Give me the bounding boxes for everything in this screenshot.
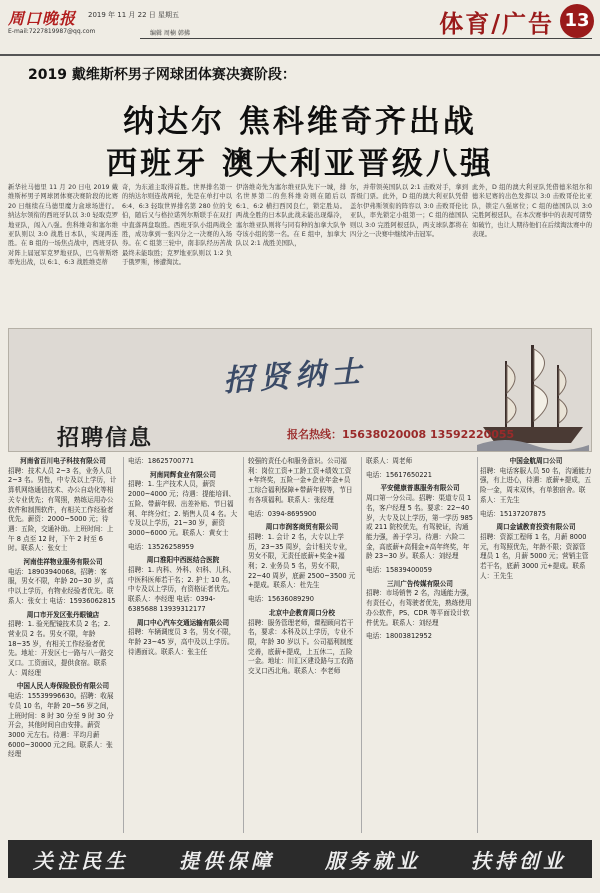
listing-body: 电话：18625700771 [128, 457, 194, 465]
headline-kicker: 2019 戴维斯杯男子网球团体赛决赛阶段： [28, 67, 296, 83]
listing-body: 电话：13526258959 [128, 542, 194, 551]
listing-item [480, 523, 592, 581]
listing-column-2 [128, 457, 238, 833]
listing-body: 招聘：1. 内科、外科、妇科、儿科、中医科医师若干名；2. 护士 10 名，中专及以上学历，有资格证者优先。联系人：李经理 电话：0394-6385688 13939312177 [128, 566, 236, 613]
listing-company: 中国人民人寿保险股份有限公司 [16, 682, 110, 691]
issue-date: 2019 年 11 月 22 日 星期五 [88, 11, 179, 19]
listing-body: 招聘：市场销售 2 名，沟通能力强，有责任心，有驾驶者优先，熟练使用办公软件，PS、CDR 等平面设计软件优先。联系人：刘经理 [366, 589, 474, 627]
listing-body: 联系人：周老师 [366, 457, 413, 465]
listing-item [480, 457, 592, 506]
listing-body: 较强的责任心和服务意识。公司福利：岗位工资+工龄工资+绩效工资+年终奖，五险一金+企业年金+员工综合福利保障+带薪年假等，节日有各项福利。联系人：张经理 [248, 457, 353, 504]
recruitment-banner [8, 328, 592, 452]
slogan-phrase: 扶持创业 [471, 848, 567, 873]
listing-company: 周口市开发区张丹眼镜店 [26, 610, 100, 619]
article-column-3: 伊洛维奇先为塞尔维亚队先下一城，排名世界第二的焦科维奇则在随后以 6:1、6:2 横扫西冈良仁，锁定胜局。两战全胜的日本队此战未能出现爆冷，塞尔维亚队则将与同有种的加拿大队争夺该小组的第一名。在 E 组中，加拿大队以 2:1 战胜美国队， [236, 184, 346, 248]
listing-company: 平安健康普惠服务有限公司 [380, 484, 460, 493]
listing-body: 电话：15137207875 [480, 509, 546, 518]
listing-item [366, 566, 474, 576]
listing-company: 三川广告传媒有限公司 [387, 579, 453, 588]
article-column-5: 此外，D 组的澳大利亚队凭借德米纽尔和德米尼赛的出色发挥以 3:0 击败哥伦比亚队，锁定八强席位；C 组的德国队以 3:0 完胜阿根廷队，在本次赛事中的表现可谓势如破竹，也让人期待他们在后续淘汰赛中的表现。 [472, 184, 592, 239]
column-divider [123, 457, 124, 833]
listing-item [8, 611, 118, 679]
listing-item [8, 682, 118, 760]
listing-item [248, 510, 356, 520]
listing-item [248, 523, 356, 591]
listing-company: 中国金航周口公司 [509, 457, 563, 465]
article-column-1: 新华社马德里 11 月 20 日电 2019 戴维斯杯男子网球团体赛决赛阶段的比赛 20 日继续在马德里魔力盒球场进行。纳达尔领衔的西班牙队以 3:0 轻取克罗地亚队，闯入八强。焦科维奇和塞尔维亚队则以 3:0 战胜日本队，实现两连胜。在 B 组的一场焦点战中，西班牙队对阵上届冠军克罗地亚队，巴乌蒂斯塔率先出战，以 6:1、6:3 战胜维克蒂 [8, 184, 118, 267]
listing-body: 电话：15617650221 [366, 470, 432, 479]
listing-body: 招聘：1. 会计 2 名，大专以上学历，23~35 周岁，会计相关专业，男女不限，无责任底薪+奖金+福利；2. 业务员 5 名，男女不限，22~40 周岁，底薪 2500~3500 元+提成。联系人：杜先生 [248, 532, 356, 590]
listing-item [248, 457, 356, 506]
listing-item [8, 457, 118, 554]
listing-body: 电话：15636089290 [248, 595, 314, 604]
listing-company: 周口金诚教育投资有限公司 [496, 523, 576, 532]
listing-company: 河南佳祥物业服务有限公司 [23, 558, 103, 567]
listing-body: 招聘：车辆调度员 3 名，男女不限，年龄 23~45 岁，高中及以上学历。待遇面议。联系人：张主任 [128, 628, 236, 656]
banner-calligraphy: 招贤纳士 [222, 354, 369, 399]
listing-item [366, 484, 474, 562]
article-column-4: 尔，并带领英国队以 2:1 击败对手，拿到晋级门票。此外，D 组的澳大利亚队凭借盖尔伊弗斯领衔的阵容以 3:0 击败哥伦比亚队，率先锁定小组第一；C 组的德国队则以 3:0 完胜阿根廷队，两支球队都将在四分之一决赛中继续冲击冠军。 [350, 184, 468, 239]
listing-item [366, 457, 474, 467]
listing-column-5 [480, 457, 592, 833]
slogan-bar [8, 840, 592, 878]
listing-item [248, 609, 356, 677]
hotline-label: 报名热线： [287, 428, 342, 441]
listing-column-1 [8, 457, 118, 833]
listing-company: 北京中企教育周口分校 [269, 608, 335, 617]
masthead-rule [140, 38, 592, 39]
headline-line-1: 纳达尔 焦科维奇齐出战 [123, 104, 477, 140]
contact-email: E-mail:7227819987@qq.com [8, 28, 96, 35]
listing-body: 电话：15539996630。招聘：收展专员 10 名，年龄 20~56 岁之间，上班时间：8 时 30 分至 9 时 30 分开会，其他时间自由安排。薪资 3000 元左右。待遇：平均月薪 6000~30000 元之间。联系人：张经理 [8, 692, 114, 759]
listing-body: 周口第一分公司。招聘：渠道专员 1 名，客户经理 5 名。要求：22~40 岁，大专及以上学历，第一学历 985 或 211 院校优先，有驾驶证，沟通能力强，善于学习。待遇：六险二金，高底薪+高佣金+高年终奖，年龄 23~30 岁。联系人：刘经理 [366, 494, 473, 561]
listing-column-3 [248, 457, 356, 833]
listing-item [128, 619, 238, 658]
listing-item [366, 632, 474, 642]
listing-company: 周口市润客商贸有限公司 [265, 523, 339, 532]
listing-company: 河南省百川电子科技有限公司 [20, 457, 106, 465]
listing-item [128, 457, 238, 467]
column-divider [477, 457, 478, 833]
listing-item [366, 580, 474, 629]
headline-line-2: 西班牙 澳大利亚晋级八强 [106, 146, 494, 182]
page-number-badge: 13 [560, 4, 594, 38]
listing-body: 招聘：电话客服人员 50 名，沟通能力强，有上进心，待遇：底薪+提成，五险一金，周末双休，有单独宿舍。联系人：王先生 [480, 466, 592, 504]
column-divider [243, 457, 244, 833]
listing-body: 招聘：1. 生产技术人员，薪资 2000~4000 元；待遇：提能培训、五险、带薪年假、出差补贴、节日福利、年终分红；2. 销售人员 4 名。大专及以上学历，21~30 岁，薪资 3000~6000 元。联系人：黄女士 [128, 480, 238, 537]
newspaper-logo: 周口晚报 [8, 9, 77, 28]
banner-hotline [287, 426, 514, 442]
banner-title: 招聘信息 [57, 426, 154, 451]
listing-item [128, 471, 238, 539]
listing-item [128, 556, 238, 614]
editor-credits: 编辑 周楠 韩拂 [150, 30, 190, 37]
listing-company: 周口中心汽车交通运输有限公司 [136, 618, 230, 627]
listing-item [128, 543, 238, 553]
listing-body: 电话：0394-8695900 [248, 509, 317, 518]
slogan-phrase: 提供保障 [179, 848, 275, 873]
listing-body: 招聘：技术人员 2~3 名，业务人员 2~3 名。男性，中专及以上学历，计算机网络通信技术、办公自动化等相关专业优先；有驾照，熟练运用办公软件和制图软件，有相关工作经验者优先。薪资：2000~5000 元；待遇：五险，交通补助。上班时间：上午 8 点至 12 时，下午 2 时至 6 时。联系人：张女士 [8, 466, 117, 553]
listing-item [8, 558, 118, 607]
listing-company: 周口淮阳中西医结合医院 [146, 556, 220, 565]
listing-company: 河南同辉食业有限公司 [150, 470, 216, 479]
section-title: 体育/广告 [439, 9, 554, 38]
listing-body: 电话：18003812952 [366, 632, 432, 641]
listing-body: 招聘：资源工程师 1 名，月薪 8000 元，有驾照优先，年龄不限；资源管理员 1 名，月薪 5000 元；营销主管若干名，底薪 3000 元+提成。联系人：王先生 [480, 532, 589, 580]
listing-column-4 [366, 457, 474, 833]
listing-body: 电话：18903940068。招聘：客服，男女不限，年龄 20~30 岁，高中以上学历，有物业经验者优先。联系人：张女士 电话：15936062815 [8, 567, 116, 605]
masthead [0, 0, 600, 56]
listing-body: 电话：15839400059 [366, 566, 432, 575]
slogan-phrase: 服务就业 [325, 848, 421, 873]
listing-item [366, 471, 474, 481]
listing-body: 招聘：1. 验光配镜技术员 2 名；2. 营业员 2 名。男女不限，年龄 18~35 岁，有相关工作经验者优先。地址：开发区七一路与八一路交叉口。工资面议，提供食宿。联系人：周经理 [8, 620, 114, 677]
article-column-2: 奇，为东道主取得首胜。世界排名第一的纳达尔则连战两轮，先是在单打中以 6:4、6:3 轻取世界排名第 280 位的戈伯，随后又与格拉诺列尔斯联手在双打中直落两盘取胜。西班牙队小组两战全胜，成功拿到一张四分之一决赛的入场券。在 C 组第三轮中，南非队经历苦战最终未能取胜；克罗地亚队则以 1:2 负于俄罗斯，惨遭淘汰。 [122, 184, 232, 267]
listing-item [480, 510, 592, 520]
column-divider [361, 457, 362, 833]
listing-item [248, 595, 356, 605]
listing-body: 招聘：服务管理老师，课程顾问若干名，要求：本科及以上学历，专业不限，年龄 30 岁以下。公司福利制度完善，底薪+提成，上五休二，五险一金。地址：川汇区建设路与工农路交叉口西北角。联系人：李老师 [248, 618, 354, 676]
hotline-numbers: 15638020008 13592220055 [342, 428, 515, 441]
slogan-phrase: 关注民生 [33, 848, 129, 873]
